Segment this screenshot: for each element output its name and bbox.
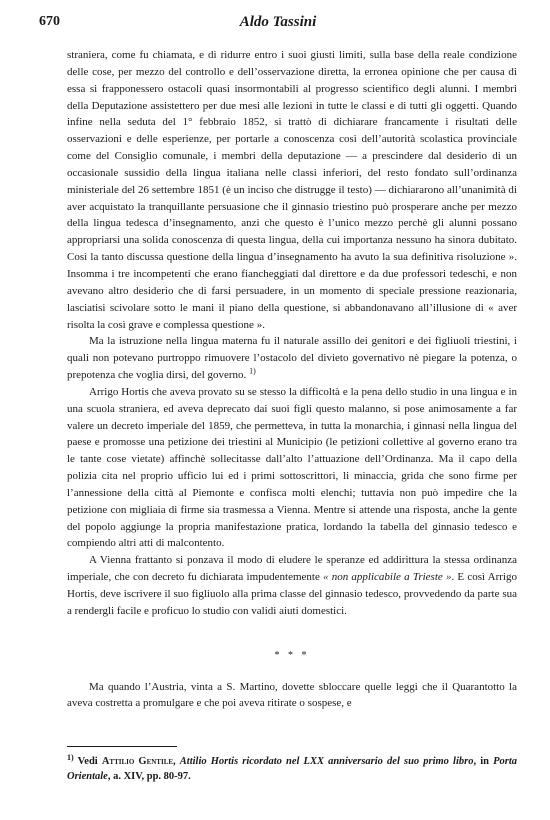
body-text: [67, 47, 517, 712]
quotation: « non applicabile a Trieste »: [323, 571, 452, 584]
footnote-text: , in: [473, 756, 494, 767]
footnote: [67, 754, 517, 784]
paragraph: [67, 333, 517, 384]
paragraph: Arrigo Hortis che aveva provato su se stesso la difficoltà e la pena dello studio in una lingua e in una scuola straniera, ed aveva deprecato dai suoi figli questo malanno, si pose animosamente a far valere un decreto imperiale del 1859, che permetteva, in tutta la monarchia, i ginnasi nella lingua del paese e promosse una petizione dei triestini al Municipio (le petizioni collettive al governo erano tra le tante cose vietate) affinchè sollecitasse dall’alto l’attuazione dell’Ordinanza. Ma il capo della polizia cita nel proprio ufficio lui ed i primi sottoscrittori, li minaccia, grida che sono firme per l’annessione della città al Piemonte e confisca molti elenchi; tuttavia non può impedire che la petizione con migliaia di firme sia trasmessa a Vienna. Mentre si attende una risposta, anche la gente del popolo aggiunge la propria manifestazione pratica, lordando la tabella del ginnasio tedesco e compiendo altri atti di malcontento.: [67, 385, 517, 550]
footnote-text: Vedi: [77, 756, 102, 767]
footnote-reference[interactable]: 1): [249, 366, 256, 376]
paragraph: Ma quando l’Austria, vinta a S. Martino, dovette sbloccare quelle leggi che il Quarantotto la aveva costretta a promulgare e che poi aveva ritirate o sospese, e: [67, 680, 517, 710]
footnote-author: Attilio Gentile: [101, 756, 174, 767]
section-separator: * * *: [274, 649, 310, 661]
footnote-text: ,: [173, 756, 180, 767]
paragraph: straniera, come fu chiamata, e di ridurre entro i suoi giusti limiti, sulla base della reale condizione delle cose, per mezzo del controllo e dell’osservazione diretta, la erronea opinione che per causa di essa si frapponessero ostacoli quasi insormontabili al progresso scientifico degli alunni. I membri della Deputazione assistettero per due mesi alle lezioni in tutte le classi e di tutti gli oggetti. Quando infine nella seduta del 1° febbraio 1852, si trattò di dichiarare francamente i risultati delle osservazioni e delle esperienze, per portarle a conoscenza così dell’autorità scolastica provinciale come del Consiglio comunale, i membri della deputazione — a prescindere dal desiderio di un occasionale sussidio della lingua italiana nelle classi inferiori, del resto fondato sull’ordinanza ministeriale del 26 settembre 1851 (è un inciso che distrugge il testo) — dichiararono all’unanimità di aver acquistato la tranquillante persuasione che il ginnasio triestino può prosperare anche per mezzo della lingua tedesca d’insegnamento, anzi che questo è l’unico mezzo perchè gli alunni possano appropriarsi una solida conoscenza di questa lingua, della cui importanza nessuno ha sinora dubitato. Così la tanto discussa questione della lingua d’insegnamento ha avuto la sua definitiva risoluzione ». Insomma i tre incompetenti che erano fiancheggiati dal direttore e da due professori tedeschi, e non avevano altro desiderio che di farsi persuadere, in un momento di speciale pressione reazionaria, lasciatisi scivolare sotto le mani il piano della questione, si abbandonavano all’illusione di « aver risolta la così grave e complessa questione ».: [67, 49, 517, 331]
page-header: [39, 14, 517, 36]
footnote-title: Attilio Hortis ricordato nel LXX anniversario del suo primo libro: [179, 756, 474, 767]
footnote-journal: Porta Orientale: [67, 756, 517, 782]
footnote-rule: [67, 746, 177, 747]
footnote-number: 1): [67, 752, 74, 762]
paragraph-text: A Vienna frattanto si ponzava il modo di eludere le speranze ed addirittura la stessa ordinanza imperiale, che con decreto fu dichiarata impudentemente: [67, 554, 517, 584]
page-number: 670: [39, 14, 60, 29]
paragraph-text: Ma la istruzione nella lingua materna fu il naturale assillo dei genitori e dei figliuoli triestini, i quali non potevano purtroppo rimuovere l’ostacolo del divieto governativo nè piegare la potenza, o prepotenza che voglia dirsi, del governo.: [67, 335, 517, 382]
paragraph: [67, 552, 517, 619]
paragraph-text: . E così Arrigo Hortis, deve iscrivere il suo figliuolo alla prima classe del ginnasio tedesco, provvedendo da parte sua a rendergli facile e proficuo lo studio con validi aiuti domestici.: [67, 571, 517, 617]
footnote-text: , a. XIV, pp. 80-97.: [107, 771, 191, 782]
running-title: Aldo Tassini: [239, 14, 317, 30]
